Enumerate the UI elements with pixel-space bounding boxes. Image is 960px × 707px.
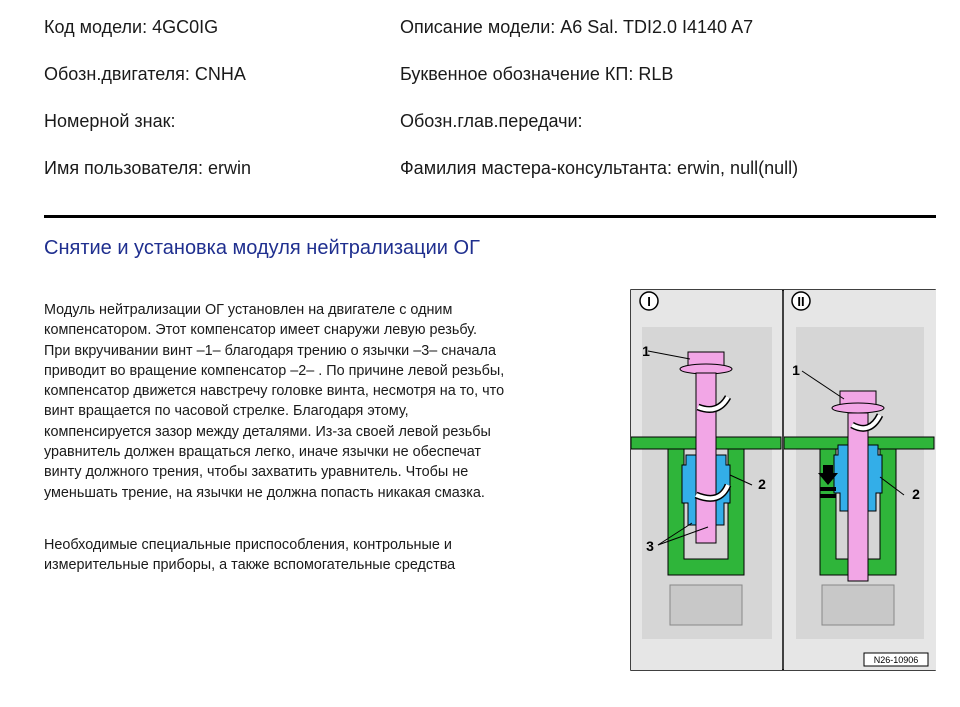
callout-3: 3 bbox=[646, 538, 654, 554]
user-name: Имя пользователя: erwin bbox=[44, 158, 252, 178]
callout-2b: 2 bbox=[912, 486, 920, 502]
header-divider bbox=[44, 215, 936, 218]
model-description: Описание модели: A6 Sal. TDI2.0 I4140 A7 bbox=[400, 17, 754, 37]
tools-paragraph: Необходимые специальные приспособления, контрольные и измерительные приборы, а также вспомогательные средства bbox=[44, 537, 456, 574]
section-title: Снятие и установка модуля нейтрализации ОГ bbox=[44, 237, 480, 259]
compensator-diagram bbox=[630, 289, 936, 671]
panel-right-label: II bbox=[797, 294, 805, 309]
callout-2: 2 bbox=[758, 476, 766, 492]
description-paragraph: Модуль нейтрализации ОГ установлен на двигателе с одним компенсатором. Этот компенсатор имеет снаружи левую резьбу. При вкручивании винт –1– благодаря трению о язычки –3– сначала приводит во вращение компенсатор –2– . По причине левой резьбы, компенсатор движется навстречу головке винта, несмотря на то, что винт вращается по часовой стрелке. Благодаря этому, компенсируется зазор между деталями. Из-за своей левой резьбы уравнитель должен вращаться легко, иначе язычки не обеспечат винту должного трения, чтобы захватить уравнитель. Чтобы не уменьшать трение, на язычки не должна попасть никакая смазка. bbox=[44, 302, 505, 501]
model-code: Код модели: 4GC0IG bbox=[44, 17, 219, 37]
gearbox-code: Буквенное обозначение КП: RLB bbox=[400, 64, 674, 84]
plate-number: Номерной знак: bbox=[44, 111, 176, 131]
engine-code: Обозн.двигателя: CNHA bbox=[44, 64, 246, 84]
figure-code: N26-10906 bbox=[873, 655, 919, 665]
panel-right bbox=[784, 290, 936, 670]
callout-1b: 1 bbox=[792, 362, 800, 378]
panel-left-label: I bbox=[647, 294, 651, 309]
advisor-name: Фамилия мастера-консультанта: erwin, null(null) bbox=[400, 158, 799, 178]
callout-1: 1 bbox=[642, 343, 650, 359]
final-drive: Обозн.глав.передачи: bbox=[400, 111, 583, 131]
